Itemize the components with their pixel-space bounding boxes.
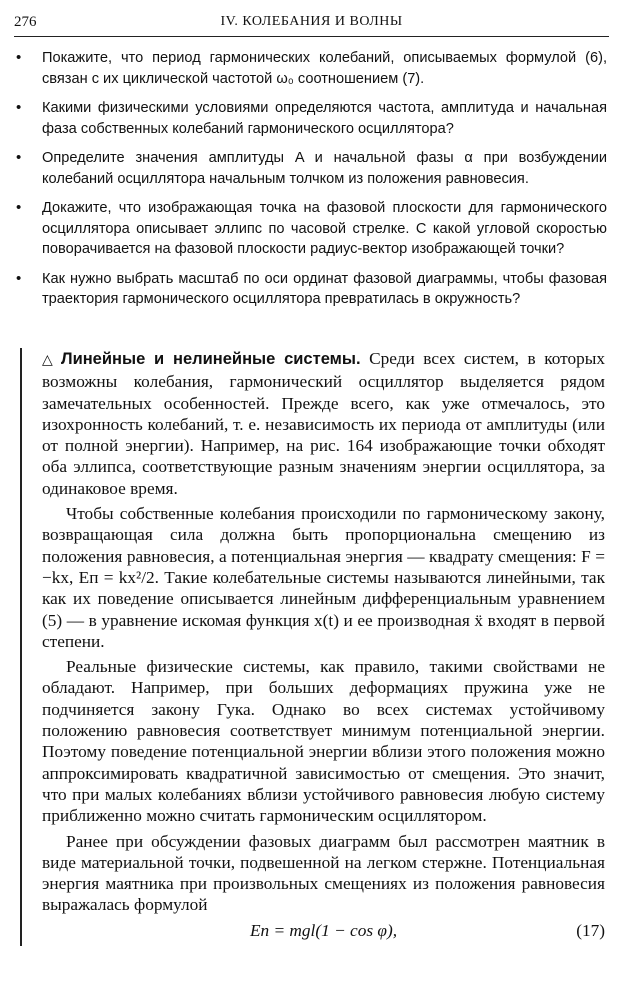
section-linear-nonlinear	[20, 348, 605, 946]
running-head: IV. КОЛЕБАНИЯ И ВОЛНЫ	[220, 14, 403, 29]
question-text: Определите значения амплитуды A и начальной фазы α при возбуждении колебаний осциллятора начальным толчком из положения равновесия.	[42, 150, 607, 187]
question-text: Какими физическими условиями определяются частота, амплитуда и начальная фаза собственных колебаний гармонического осциллятора?	[42, 100, 607, 137]
paragraph-text: Среди всех систем, в которых возможны колебания, гармонический осциллятор выделяется рядом замечательных особенностей. Прежде всего, как уже отмечалось, это изохронность колебаний, т. е. независимость их периода от амплитуды (или от полной энергии). Например, на рис. 164 изображающие точки обходят оба эллипса, соответствующие разным значениям энергии осциллятора, за одинаковое время.	[42, 349, 606, 498]
bullet-icon: •	[16, 269, 22, 287]
bullet-icon: •	[16, 99, 22, 116]
list-item	[14, 148, 607, 189]
list-item	[14, 269, 607, 310]
triangle-marker-icon: △	[42, 353, 57, 368]
formula-row	[42, 920, 605, 946]
list-item	[14, 48, 607, 89]
question-text: Покажите, что период гармонических колебаний, описываемых формулой (6), связан с их циклической частотой ω₀ соотношением (7).	[42, 50, 607, 87]
equation-number: (17)	[576, 920, 605, 940]
bullet-icon: •	[16, 199, 22, 216]
bullet-icon: •	[16, 49, 22, 66]
question-text: Как нужно выбрать масштаб по оси ординат фазовой диаграммы, чтобы фазовая траектория гармонического осциллятора превратилась в окружность?	[42, 270, 607, 307]
paragraph: Реальные физические системы, как правило, такими свойствами не обладают. Например, при больших деформациях пружина уже не подчиняется закону Гука. Однако во всех системах устойчивому положению равновесия соответствует минимум потенциальной энергии. Поэтому поведение потенциальной энергии вблизи этого положения можно аппроксимировать квадратичной зависимостью от смещения. Это значит, что при малых колебаниях вблизи устойчивого равновесия любую систему приближенно можно считать гармоническим осциллятором.	[42, 657, 605, 826]
list-item	[14, 98, 607, 139]
paragraph: Ранее при обсуждении фазовых диаграмм был рассмотрен маятник в виде материальной точки, подвешенной на легком стержне. Потенциальная энергия маятника при произвольных смещениях из положения равновесия выражалась формулой	[42, 831, 605, 915]
question-text: Докажите, что изображающая точка на фазовой плоскости для гармонического осциллятора описывает эллипс по часовой стрелке. С какой угловой скоростью поворачивается на фазовой плоскости радиус-вектор изображающей точки?	[42, 200, 607, 257]
bullet-icon: •	[16, 149, 22, 166]
page-number: 276	[14, 14, 37, 30]
page-header	[14, 14, 609, 37]
formula: Eп = mgl(1 − cos φ),	[249, 920, 398, 940]
section-title: Линейные и нелинейные системы.	[61, 350, 361, 368]
paragraph: Чтобы собственные колебания происходили по гармоническому закону, возвращающая сила должна быть пропорциональна смещению из положения равновесия, а потенциальная энергия — квадрату смещения: F = −kx, Eп = kx²/2. Такие колебательные системы называются линейными, так как их поведение описывается линейным дифференциальным уравнением (5) — в уравнение искомая функция x(t) и ее производная ẍ входят в первой степени.	[42, 504, 605, 651]
paragraph	[42, 348, 605, 499]
list-item	[14, 198, 607, 260]
review-questions	[14, 48, 607, 319]
